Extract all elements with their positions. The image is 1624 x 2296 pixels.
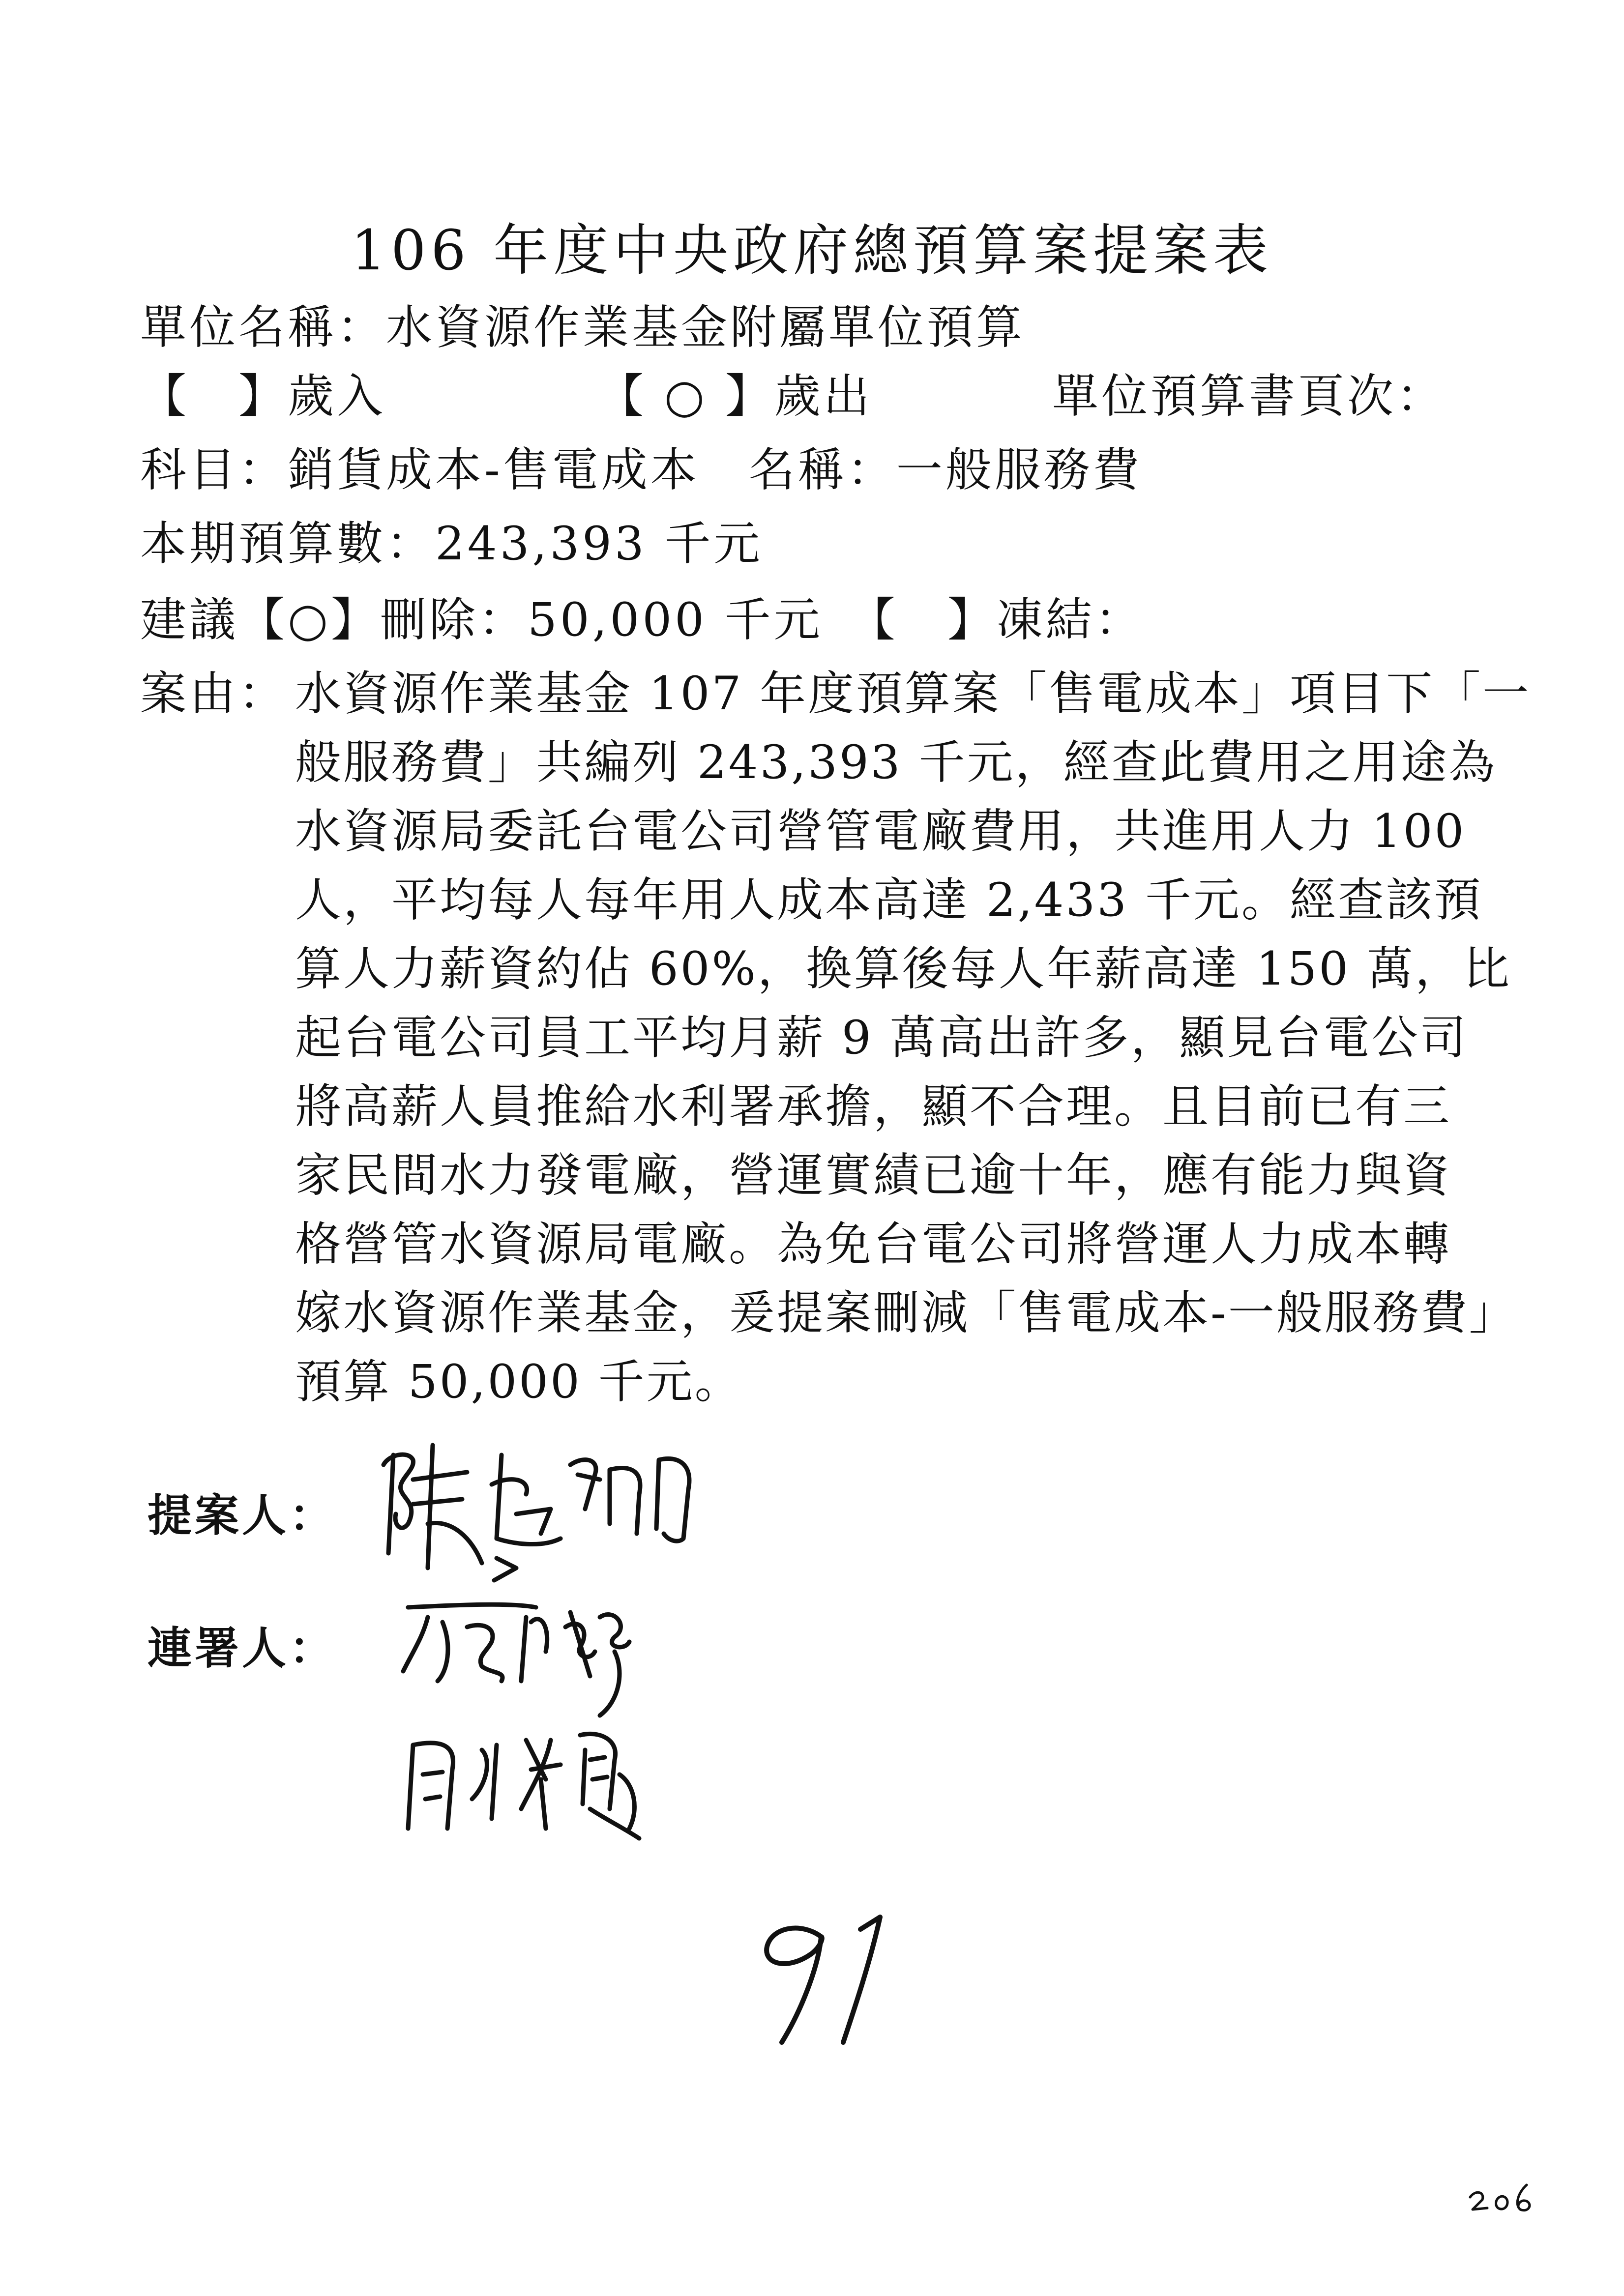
- reason-line: 水資源作業基金 107 年度預算案「售電成本」項目下「一: [295, 667, 1531, 721]
- page-reference: 單位預算書頁次：: [1052, 370, 1446, 423]
- reason-line: 般服務費」共編列 243,393 千元，經查此費用之用途為: [295, 736, 1497, 789]
- revenue-checkbox: 【 】歲入: [140, 370, 386, 423]
- budget-amount: 本期預算數：243,393 千元: [140, 517, 763, 571]
- reason-line: 將高薪人員推給水利署承擔，顯不合理。且目前已有三: [295, 1080, 1452, 1133]
- reason-line: 家民間水力發電廠，營運實績已逾十年，應有能力與資: [295, 1149, 1452, 1202]
- reason-line: 水資源局委託台電公司營管電廠費用，共進用人力 100: [295, 805, 1466, 858]
- reason-line: 格營管水資源局電廠。為免台電公司將營運人力成本轉: [295, 1218, 1452, 1271]
- reason-line: 人，平均每人每年用人成本高達 2,433 千元。經查該預: [295, 873, 1482, 927]
- reason-line: 起台電公司員工平均月薪 9 萬高出許多，顯見台電公司: [295, 1011, 1468, 1065]
- cosigner-label: 連署人：: [148, 1623, 336, 1674]
- reason-line: 算人力薪資約佔 60%，換算後每人年薪高達 150 萬，比: [295, 942, 1511, 996]
- corner-note: [1465, 2178, 1544, 2217]
- proposal-line: 建議【○】刪除：50,000 千元 【 】凍結：: [140, 593, 1144, 647]
- unit-name: 單位名稱：水資源作業基金附屬單位預算: [140, 301, 1026, 354]
- subject-line: 科目：銷貨成本-售電成本 名稱：一般服務費: [140, 443, 1142, 497]
- reason-label: 案由：: [140, 667, 288, 721]
- expenditure-checkbox: 【 ○ 】歲出: [597, 370, 873, 423]
- reason-line: 嫁水資源作業基金，爰提案刪減「售電成本-一般服務費」: [295, 1286, 1517, 1340]
- reason-line: 預算 50,000 千元。: [295, 1355, 743, 1409]
- proposer-signature: [354, 1425, 728, 1573]
- page-title: 106 年度中央政府總預算案提案表: [351, 219, 1273, 283]
- cosigner-signature: [384, 1553, 728, 1848]
- page-number: [747, 1907, 924, 2055]
- proposer-label: 提案人：: [148, 1490, 336, 1541]
